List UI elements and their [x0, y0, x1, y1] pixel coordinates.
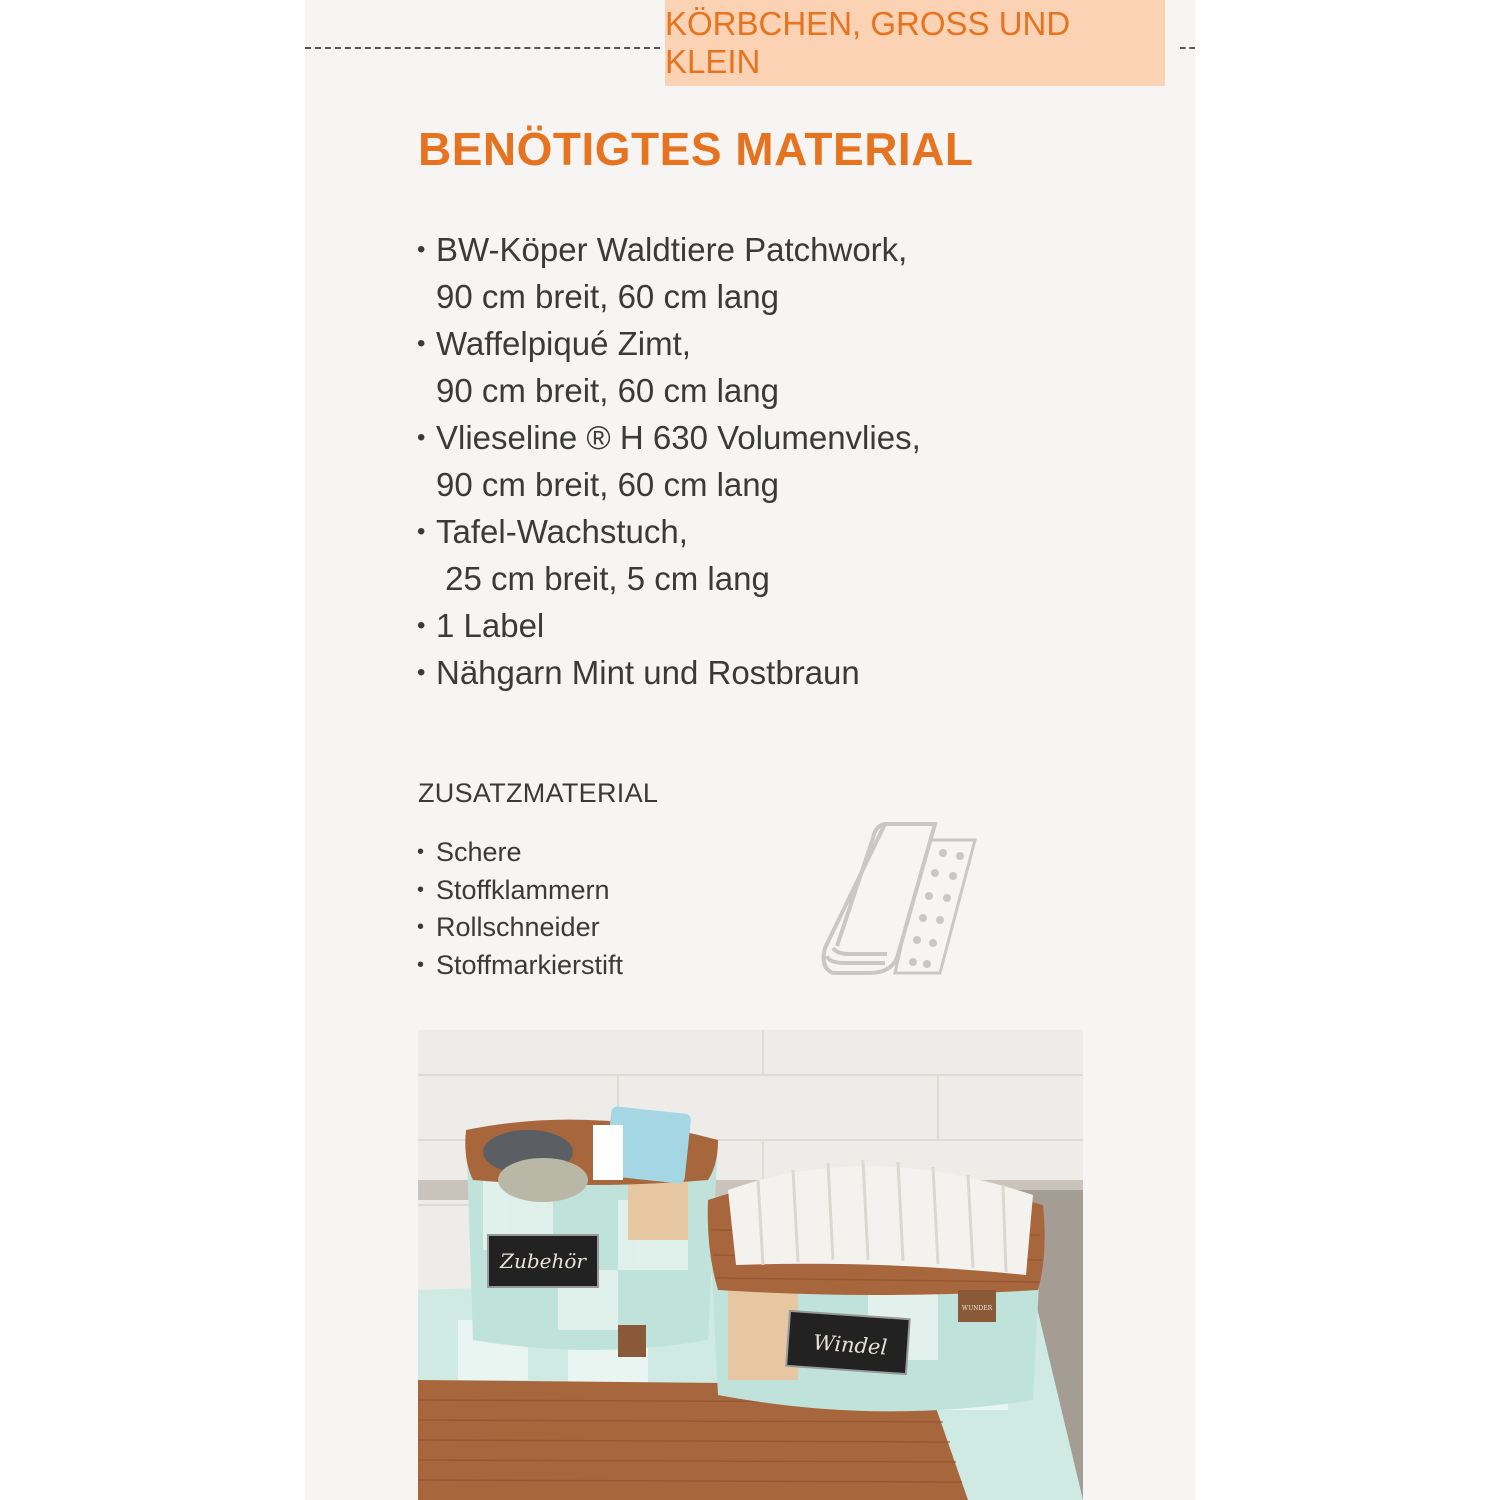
list-item: • Stoffmarkierstift	[417, 949, 624, 980]
list-item: • Tafel-Wachstuch, 25 cm breit, 5 cm lang	[417, 513, 770, 597]
list-item: • 1 Label	[417, 607, 545, 644]
chapter-header	[665, 0, 1165, 86]
basket-label-right: Windel	[812, 1330, 888, 1360]
fabric-roll-icon	[815, 818, 980, 978]
extra-material-list	[417, 834, 623, 984]
baskets-photo	[418, 1030, 1083, 1500]
basket-label-left: Zubehör	[500, 1249, 586, 1273]
dashed-divider-right	[1180, 47, 1195, 49]
brand-tag: WUNDER	[961, 1305, 993, 1312]
list-item: • Waffelpiqué Zimt, 90 cm breit, 60 cm lang	[417, 325, 779, 409]
material-list	[417, 226, 977, 696]
chapter-title: KÖRBCHEN, GROSS UND KLEIN	[665, 5, 1071, 80]
list-item: • BW-Köper Waldtiere Patchwork, 90 cm breit, 60 cm lang	[417, 231, 908, 315]
list-item: • Rollschneider	[417, 912, 600, 942]
list-item: • Vlieseline ® H 630 Volumenvlies, 90 cm breit, 60 cm lang	[417, 419, 921, 503]
dashed-divider-left	[305, 47, 660, 49]
baskets-illustration	[418, 1030, 1083, 1500]
extra-material-title: ZUSATZMATERIAL	[418, 778, 659, 808]
list-item: • Schere	[417, 837, 522, 867]
instruction-page	[305, 0, 1195, 1500]
material-title: BENÖTIGTES MATERIAL	[418, 123, 974, 175]
list-item: • Stoffklammern	[417, 874, 610, 905]
list-item: • Nähgarn Mint und Rostbraun	[417, 654, 860, 691]
